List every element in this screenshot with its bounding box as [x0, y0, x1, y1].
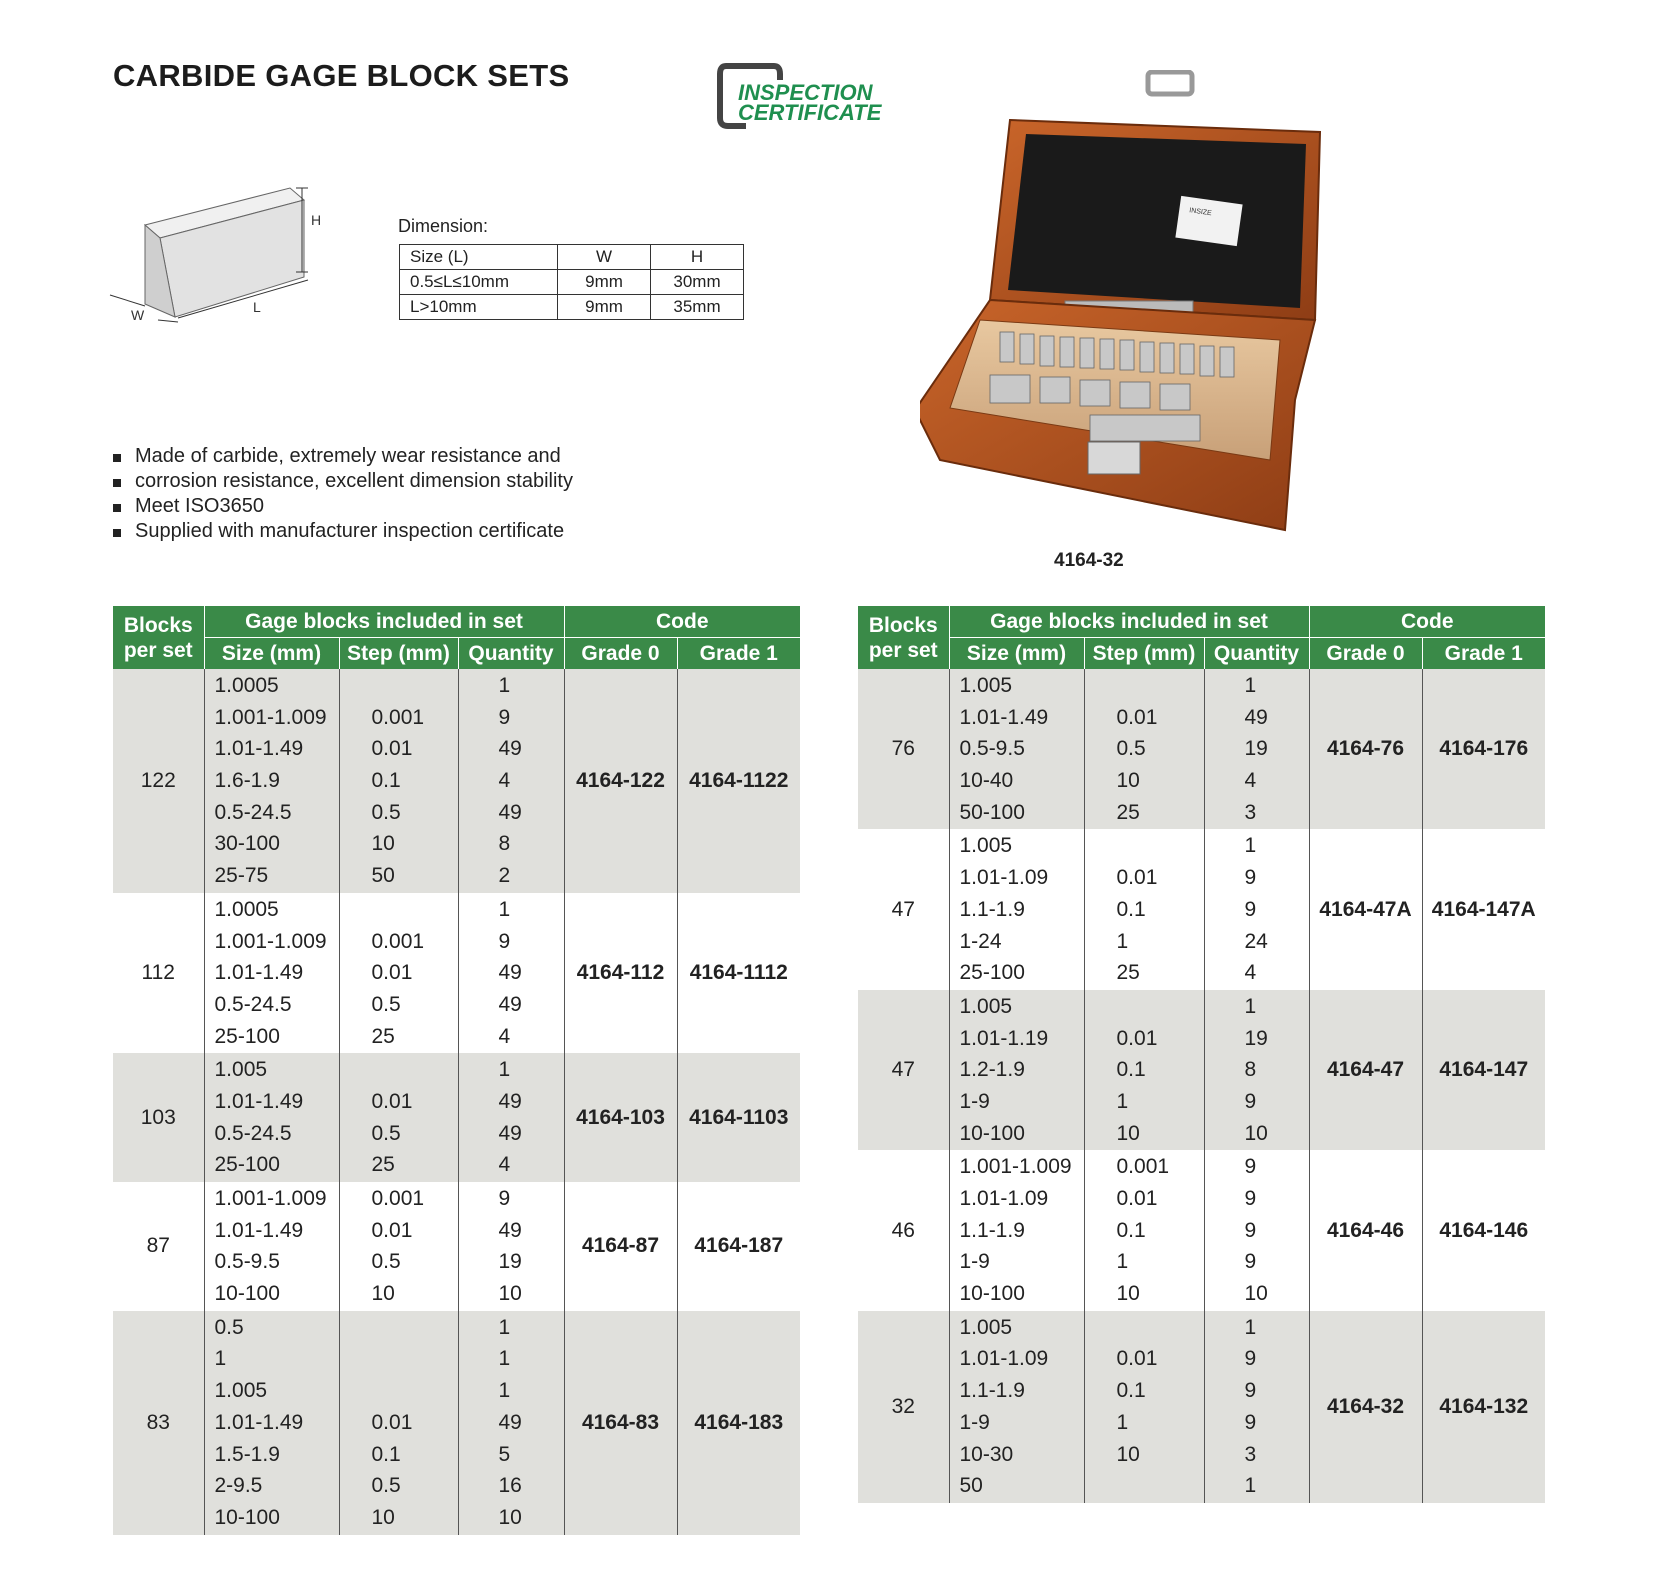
gage-block-diagram — [108, 180, 368, 345]
blocks-per-set-value: 83 — [146, 1410, 170, 1434]
quantity-value: 9 — [498, 705, 511, 729]
page-title: CARBIDE GAGE BLOCK SETS — [113, 58, 570, 93]
header-code-group: Code — [564, 606, 800, 638]
step-value: 0.001 — [371, 705, 425, 729]
dimension-h: 35mm — [651, 295, 744, 320]
quantity-value: 1 — [1244, 994, 1257, 1018]
size-value: 1.0005 — [214, 897, 279, 921]
step-value: 0.5 — [371, 1474, 401, 1498]
grade0-code: 4164-47A — [1309, 829, 1422, 989]
step-value: 1 — [1116, 929, 1129, 953]
gage-set-group — [858, 669, 1545, 829]
quantity-value: 9 — [498, 1187, 511, 1210]
size-value: 1.2-1.9 — [959, 1058, 1025, 1082]
quantity-value: 2 — [498, 864, 511, 888]
quantity-value: 8 — [1244, 1058, 1257, 1082]
quantity-value: 1 — [498, 674, 511, 697]
step-value: 0.01 — [371, 961, 413, 985]
dimension-header-h: H — [651, 245, 744, 270]
step-value — [372, 670, 457, 702]
step-value: 25 — [1116, 961, 1140, 985]
size-value-cell — [204, 669, 339, 893]
blocks-per-set-value: 46 — [891, 1218, 915, 1242]
quantity-value: 19 — [1244, 737, 1268, 761]
gage-set-group — [858, 829, 1545, 989]
blocks-per-set-value: 47 — [891, 897, 915, 921]
feature-item-continued: corrosion resistance, excellent dimension stability — [113, 469, 573, 494]
header-code-group: Code — [1309, 606, 1545, 638]
quantity-value: 9 — [1244, 1187, 1257, 1210]
size-value: 10-100 — [214, 1282, 280, 1306]
height-label: H — [311, 212, 322, 228]
gage-set-group — [858, 1311, 1545, 1503]
grade1-code: 4164-176 — [1422, 669, 1545, 829]
grade0-code: 4164-87 — [564, 1182, 677, 1311]
step-value: 0.001 — [371, 929, 425, 953]
header-gage-group: Gage blocks included in set — [204, 606, 564, 638]
size-value: 1.01-1.49 — [214, 1218, 304, 1242]
gage-set-group — [113, 1311, 800, 1535]
quantity-value-cell — [458, 1182, 564, 1311]
step-value: 1 — [1116, 1410, 1129, 1434]
quantity-value: 4 — [498, 1024, 511, 1048]
quantity-value-cell — [1204, 669, 1309, 829]
size-value: 10-100 — [959, 1121, 1025, 1145]
quantity-value: 9 — [1244, 1155, 1257, 1179]
quantity-value: 3 — [1244, 1442, 1257, 1466]
size-value: 1.01-1.49 — [214, 961, 304, 985]
size-value: 1-24 — [959, 929, 1002, 953]
quantity-value: 9 — [1244, 897, 1257, 921]
size-value: 30-100 — [214, 832, 280, 856]
step-value-cell — [339, 1053, 458, 1182]
quantity-value: 1 — [1244, 1315, 1257, 1339]
step-value-cell — [339, 893, 458, 1053]
header-blocks-per-set: Blocks per set — [858, 606, 949, 669]
quantity-value: 9 — [1244, 1410, 1257, 1434]
size-value: 1.1-1.9 — [959, 1379, 1025, 1403]
quantity-value: 49 — [498, 1410, 522, 1434]
dimension-h: 30mm — [651, 270, 744, 295]
size-value: 1.001-1.009 — [214, 929, 327, 953]
dimension-row — [400, 295, 744, 320]
size-value: 1.01-1.49 — [959, 705, 1049, 729]
grade0-code: 4164-32 — [1309, 1311, 1422, 1503]
header-blocks-per-set: Blocks per set — [113, 606, 204, 669]
dimension-row — [400, 270, 744, 295]
step-value: 0.5 — [371, 1250, 401, 1274]
quantity-value: 10 — [498, 1282, 522, 1306]
gage-set-group — [113, 1182, 800, 1311]
step-value — [1117, 1470, 1203, 1502]
quantity-value: 1 — [1244, 674, 1257, 697]
step-value-cell — [1084, 1311, 1204, 1503]
grade0-code: 4164-76 — [1309, 669, 1422, 829]
quantity-value: 49 — [498, 1218, 522, 1242]
quantity-value: 3 — [1244, 800, 1257, 824]
quantity-value: 49 — [498, 961, 522, 985]
quantity-value: 1 — [498, 1058, 511, 1082]
size-value: 10-100 — [214, 1505, 280, 1529]
size-value: 1.001-1.009 — [214, 1187, 327, 1210]
header-quantity: Quantity — [1204, 638, 1309, 670]
size-value: 1.001-1.009 — [959, 1155, 1072, 1179]
quantity-value: 49 — [498, 1089, 522, 1113]
size-value: 10-100 — [959, 1282, 1025, 1306]
size-value: 1.005 — [959, 1315, 1013, 1339]
feature-item: Made of carbide, extremely wear resistance and — [113, 444, 573, 469]
step-value-cell — [1084, 669, 1204, 829]
step-value — [1117, 991, 1203, 1023]
step-value: 0.01 — [371, 1410, 413, 1434]
table-row — [858, 1311, 1545, 1503]
photo-caption: 4164-32 — [1054, 550, 1124, 571]
size-value: 25-100 — [214, 1153, 280, 1177]
step-value: 0.01 — [1116, 1026, 1158, 1050]
size-value: 0.5-9.5 — [959, 737, 1025, 761]
quantity-value: 4 — [1244, 961, 1257, 985]
step-value: 0.5 — [371, 992, 401, 1016]
quantity-value-cell — [1204, 1311, 1309, 1503]
grade1-code: 4164-183 — [677, 1311, 800, 1535]
table-row — [858, 669, 1545, 829]
size-value-cell — [949, 669, 1084, 829]
size-value: 1.005 — [959, 994, 1013, 1018]
step-value: 0.01 — [1116, 866, 1158, 890]
logo-line1: INSPECTION — [738, 80, 873, 105]
dimension-size: 0.5≤L≤10mm — [400, 270, 558, 295]
size-value: 1.01-1.09 — [959, 1187, 1049, 1210]
size-value: 25-75 — [214, 864, 269, 888]
table-row — [113, 1053, 800, 1182]
step-value: 0.1 — [1116, 1058, 1146, 1082]
step-value: 0.01 — [371, 737, 413, 761]
size-value-cell — [949, 1311, 1084, 1503]
quantity-value: 9 — [1244, 1347, 1257, 1371]
quantity-value-cell — [458, 893, 564, 1053]
quantity-value: 4 — [1244, 769, 1257, 793]
header-grade0: Grade 0 — [564, 638, 677, 670]
size-value: 1 — [214, 1347, 227, 1371]
step-value: 0.01 — [371, 1089, 413, 1113]
size-value: 1.6-1.9 — [214, 769, 280, 793]
step-value: 1 — [1116, 1089, 1129, 1113]
grade1-code: 4164-146 — [1422, 1150, 1545, 1310]
size-value-cell — [949, 1150, 1084, 1310]
blocks-per-set-value: 87 — [146, 1234, 170, 1258]
step-value: 0.1 — [371, 1442, 401, 1466]
length-label: L — [253, 299, 261, 315]
grade1-code: 4164-132 — [1422, 1311, 1545, 1503]
size-value: 1-9 — [959, 1089, 990, 1113]
table-row — [113, 669, 800, 893]
size-value: 1.01-1.19 — [959, 1026, 1049, 1050]
quantity-value-cell — [458, 669, 564, 893]
quantity-value: 10 — [1244, 1121, 1268, 1145]
quantity-value: 9 — [1244, 1089, 1257, 1113]
quantity-value: 4 — [498, 1153, 511, 1177]
quantity-value-cell — [458, 1053, 564, 1182]
inspection-certificate-logo — [716, 62, 912, 130]
quantity-value: 1 — [1244, 1474, 1257, 1498]
step-value: 0.5 — [1116, 737, 1146, 761]
grade0-code: 4164-122 — [564, 669, 677, 893]
step-value: 25 — [371, 1024, 395, 1048]
step-value: 10 — [371, 832, 395, 856]
size-value-cell — [204, 1053, 339, 1182]
size-value-cell — [949, 829, 1084, 989]
step-value: 10 — [1116, 1282, 1140, 1306]
step-value-cell — [1084, 829, 1204, 989]
dimension-header-w: W — [558, 245, 651, 270]
step-value: 1 — [1116, 1250, 1129, 1274]
quantity-value: 19 — [1244, 1026, 1268, 1050]
step-value — [372, 1054, 457, 1086]
case-latch — [1088, 442, 1140, 474]
size-value: 1.0005 — [214, 674, 279, 697]
step-value — [1117, 1312, 1203, 1344]
header-grade1: Grade 1 — [1422, 638, 1545, 670]
gage-set-group — [113, 893, 800, 1053]
dimension-w: 9mm — [558, 295, 651, 320]
size-value: 0.5-24.5 — [214, 800, 292, 824]
step-value-cell — [339, 1182, 458, 1311]
quantity-value: 5 — [498, 1442, 511, 1466]
quantity-value: 49 — [498, 800, 522, 824]
header-grade0: Grade 0 — [1309, 638, 1422, 670]
quantity-value: 49 — [1244, 705, 1268, 729]
step-value: 0.1 — [1116, 897, 1146, 921]
step-value: 0.01 — [1116, 705, 1158, 729]
quantity-value: 10 — [1244, 1282, 1268, 1306]
feature-item: Meet ISO3650 — [113, 494, 573, 519]
size-value: 10-40 — [959, 769, 1014, 793]
header-size: Size (mm) — [204, 638, 339, 670]
step-value-cell — [339, 669, 458, 893]
size-value: 1.5-1.9 — [214, 1442, 280, 1466]
blocks-per-set-value: 76 — [891, 737, 915, 761]
step-value: 0.001 — [1116, 1155, 1170, 1179]
size-value: 1.01-1.09 — [959, 1347, 1049, 1371]
step-value — [372, 894, 457, 926]
size-value: 1.01-1.09 — [959, 866, 1049, 890]
size-value: 1.01-1.49 — [214, 737, 304, 761]
logo-line2: CERTIFICATE — [738, 100, 882, 125]
quantity-value: 9 — [1244, 1379, 1257, 1403]
step-value: 0.01 — [371, 1218, 413, 1242]
quantity-value: 1 — [498, 1347, 511, 1371]
step-value: 0.5 — [371, 800, 401, 824]
table-row — [113, 1311, 800, 1535]
step-value — [372, 1343, 457, 1375]
header-step: Step (mm) — [339, 638, 458, 670]
size-value: 25-100 — [214, 1024, 280, 1048]
step-value: 50 — [371, 864, 395, 888]
blocks-per-set-value: 32 — [891, 1394, 915, 1418]
size-value: 50 — [959, 1474, 983, 1498]
table-row — [113, 1182, 800, 1311]
size-value: 50-100 — [959, 800, 1025, 824]
size-value: 1.001-1.009 — [214, 705, 327, 729]
step-value: 0.1 — [1116, 1379, 1146, 1403]
grade0-code: 4164-112 — [564, 893, 677, 1053]
size-value: 1.1-1.9 — [959, 1218, 1025, 1242]
size-value: 0.5-9.5 — [214, 1250, 280, 1274]
quantity-value: 24 — [1244, 929, 1268, 953]
header-grade1: Grade 1 — [677, 638, 800, 670]
feature-list — [113, 444, 573, 544]
step-value: 25 — [1116, 800, 1140, 824]
quantity-value: 49 — [498, 992, 522, 1016]
step-value-cell — [1084, 990, 1204, 1150]
quantity-value: 19 — [498, 1250, 522, 1274]
step-value: 25 — [371, 1153, 395, 1177]
quantity-value: 10 — [498, 1505, 522, 1529]
size-value: 1.005 — [959, 834, 1013, 858]
quantity-value: 4 — [498, 769, 511, 793]
case-label-plate — [1175, 196, 1242, 246]
size-value: 2-9.5 — [214, 1474, 263, 1498]
step-value — [1117, 830, 1203, 862]
size-value-cell — [204, 1182, 339, 1311]
quantity-value: 9 — [1244, 1250, 1257, 1274]
quantity-value: 8 — [498, 832, 511, 856]
step-value — [372, 1375, 457, 1407]
step-value: 10 — [371, 1505, 395, 1529]
header-quantity: Quantity — [458, 638, 564, 670]
dimension-w: 9mm — [558, 270, 651, 295]
gage-set-group — [858, 990, 1545, 1150]
dimension-header-size: Size (L) — [400, 245, 558, 270]
gage-set-group — [113, 669, 800, 893]
dimension-header-row — [400, 245, 744, 270]
dimension-size: L>10mm — [400, 295, 558, 320]
quantity-value: 1 — [498, 1379, 511, 1403]
size-value: 1.005 — [959, 674, 1013, 697]
step-value: 10 — [1116, 769, 1140, 793]
grade1-code: 4164-187 — [677, 1182, 800, 1311]
size-value: 0.5 — [214, 1315, 244, 1339]
step-value: 0.001 — [371, 1187, 425, 1210]
case-plate-brand: INSIZE — [1188, 207, 1213, 218]
size-value: 25-100 — [959, 961, 1025, 985]
step-value: 0.1 — [371, 769, 401, 793]
blocks-per-set-value: 103 — [140, 1105, 176, 1129]
step-value: 0.01 — [1116, 1347, 1158, 1371]
blocks-per-set-value: 122 — [140, 768, 176, 792]
grade0-code: 4164-47 — [1309, 990, 1422, 1150]
quantity-value-cell — [1204, 829, 1309, 989]
gage-block-table-left — [113, 606, 800, 1535]
header-step: Step (mm) — [1084, 638, 1204, 670]
feature-item: Supplied with manufacturer inspection certificate — [113, 519, 573, 544]
size-value-cell — [204, 1311, 339, 1535]
quantity-value: 9 — [498, 929, 511, 953]
table-row — [113, 893, 800, 1053]
dimension-caption: Dimension: — [398, 216, 489, 236]
grade1-code: 4164-1112 — [677, 893, 800, 1053]
width-label: W — [131, 307, 145, 323]
grade1-code: 4164-147A — [1422, 829, 1545, 989]
size-value: 1-9 — [959, 1410, 990, 1434]
quantity-value-cell — [1204, 990, 1309, 1150]
gage-set-group — [858, 1150, 1545, 1310]
quantity-value: 9 — [1244, 866, 1257, 890]
step-value: 0.01 — [1116, 1187, 1158, 1210]
product-photo-wooden-case — [920, 70, 1420, 560]
size-value: 0.5-24.5 — [214, 992, 292, 1016]
quantity-value: 1 — [498, 897, 511, 921]
gage-set-group — [113, 1053, 800, 1182]
size-value: 10-30 — [959, 1442, 1014, 1466]
size-value: 1.01-1.49 — [214, 1089, 304, 1113]
blocks-per-set-value: 112 — [141, 961, 175, 985]
step-value: 10 — [1116, 1442, 1140, 1466]
step-value-cell — [1084, 1150, 1204, 1310]
header-size: Size (mm) — [949, 638, 1084, 670]
grade1-code: 4164-1122 — [677, 669, 800, 893]
grade1-code: 4164-1103 — [677, 1053, 800, 1182]
step-value — [1117, 670, 1203, 702]
size-value: 0.5-24.5 — [214, 1121, 292, 1145]
step-value: 10 — [1116, 1121, 1140, 1145]
quantity-value: 49 — [498, 1121, 522, 1145]
step-value — [372, 1312, 457, 1344]
dimension-table — [399, 244, 744, 320]
blocks-per-set-value: 47 — [891, 1058, 915, 1082]
header-gage-group: Gage blocks included in set — [949, 606, 1309, 638]
table-row — [858, 1150, 1545, 1310]
table-row — [858, 990, 1545, 1150]
quantity-value: 9 — [1244, 1218, 1257, 1242]
table-row — [858, 829, 1545, 989]
grade0-code: 4164-46 — [1309, 1150, 1422, 1310]
step-value: 0.5 — [371, 1121, 401, 1145]
step-value: 0.1 — [1116, 1218, 1146, 1242]
grade0-code: 4164-83 — [564, 1311, 677, 1535]
size-value: 1.005 — [214, 1058, 268, 1082]
quantity-value: 16 — [498, 1474, 522, 1498]
grade0-code: 4164-103 — [564, 1053, 677, 1182]
grade1-code: 4164-147 — [1422, 990, 1545, 1150]
size-value: 1-9 — [959, 1250, 990, 1274]
quantity-value-cell — [1204, 1150, 1309, 1310]
quantity-value-cell — [458, 1311, 564, 1535]
size-value: 1.005 — [214, 1379, 268, 1403]
quantity-value: 1 — [1244, 834, 1257, 858]
size-value: 1.01-1.49 — [214, 1410, 304, 1434]
gage-block-table-right — [858, 606, 1545, 1503]
size-value-cell — [949, 990, 1084, 1150]
step-value: 10 — [371, 1282, 395, 1306]
quantity-value: 1 — [498, 1315, 511, 1339]
quantity-value: 49 — [498, 737, 522, 761]
size-value-cell — [204, 893, 339, 1053]
size-value: 1.1-1.9 — [959, 897, 1025, 921]
step-value-cell — [339, 1311, 458, 1535]
